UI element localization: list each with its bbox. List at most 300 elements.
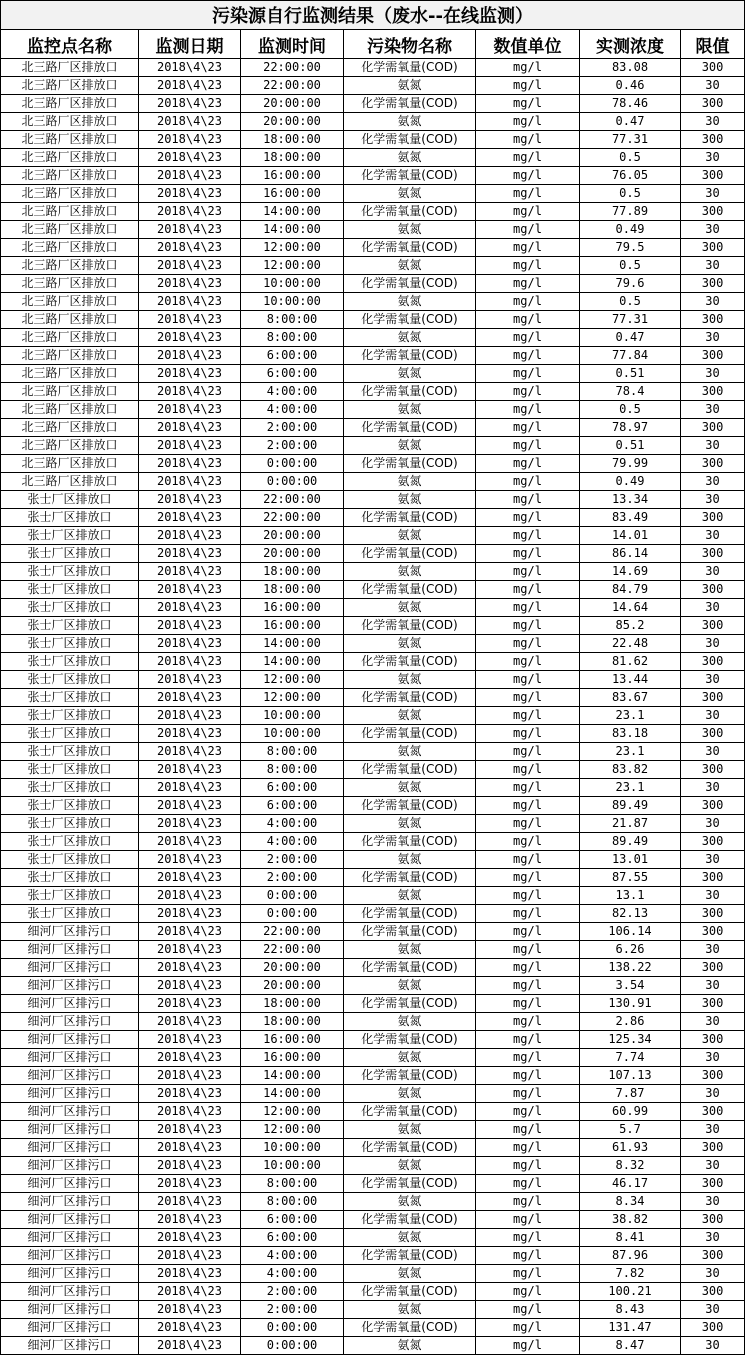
site-name-cell: 张士厂区排放口 — [1, 851, 139, 869]
table-row — [1, 545, 745, 563]
table-row — [1, 941, 745, 959]
pollutant-cell: 氨氮 — [344, 1121, 476, 1139]
site-name-cell: 北三路厂区排放口 — [1, 401, 139, 419]
pollutant-cell: 氨氮 — [344, 851, 476, 869]
time-cell: 2:00:00 — [241, 851, 344, 869]
time-cell: 22:00:00 — [241, 77, 344, 95]
concentration-cell: 78.4 — [580, 383, 681, 401]
time-cell: 12:00:00 — [241, 257, 344, 275]
limit-cell: 30 — [681, 1265, 745, 1283]
site-name-cell: 细河厂区排污口 — [1, 995, 139, 1013]
time-cell: 10:00:00 — [241, 275, 344, 293]
concentration-cell: 21.87 — [580, 815, 681, 833]
unit-cell: mg/l — [476, 689, 580, 707]
concentration-cell: 0.49 — [580, 221, 681, 239]
unit-cell: mg/l — [476, 419, 580, 437]
site-name-cell: 张士厂区排放口 — [1, 653, 139, 671]
unit-cell: mg/l — [476, 707, 580, 725]
limit-cell: 30 — [681, 851, 745, 869]
limit-cell: 300 — [681, 689, 745, 707]
date-cell: 2018\4\23 — [139, 275, 241, 293]
time-cell: 16:00:00 — [241, 167, 344, 185]
date-cell: 2018\4\23 — [139, 1337, 241, 1355]
limit-cell: 300 — [681, 797, 745, 815]
time-cell: 12:00:00 — [241, 689, 344, 707]
date-cell: 2018\4\23 — [139, 113, 241, 131]
date-cell: 2018\4\23 — [139, 1265, 241, 1283]
table-row — [1, 1013, 745, 1031]
site-name-cell: 细河厂区排污口 — [1, 1121, 139, 1139]
site-name-cell: 北三路厂区排放口 — [1, 473, 139, 491]
site-name-cell: 细河厂区排污口 — [1, 1103, 139, 1121]
date-cell: 2018\4\23 — [139, 725, 241, 743]
time-cell: 4:00:00 — [241, 1265, 344, 1283]
time-cell: 0:00:00 — [241, 887, 344, 905]
time-cell: 18:00:00 — [241, 581, 344, 599]
pollutant-cell: 氨氮 — [344, 113, 476, 131]
header-row — [1, 30, 745, 59]
pollutant-cell: 化学需氧量(COD) — [344, 545, 476, 563]
date-cell: 2018\4\23 — [139, 329, 241, 347]
time-cell: 2:00:00 — [241, 1301, 344, 1319]
date-cell: 2018\4\23 — [139, 869, 241, 887]
date-cell: 2018\4\23 — [139, 473, 241, 491]
concentration-cell: 83.67 — [580, 689, 681, 707]
pollutant-cell: 化学需氧量(COD) — [344, 761, 476, 779]
site-name-cell: 张士厂区排放口 — [1, 635, 139, 653]
pollutant-cell: 氨氮 — [344, 887, 476, 905]
limit-cell: 30 — [681, 743, 745, 761]
pollutant-cell: 氨氮 — [344, 1229, 476, 1247]
concentration-cell: 0.47 — [580, 329, 681, 347]
concentration-cell: 82.13 — [580, 905, 681, 923]
time-cell: 2:00:00 — [241, 869, 344, 887]
pollutant-cell: 氨氮 — [344, 1013, 476, 1031]
time-cell: 8:00:00 — [241, 743, 344, 761]
table-row — [1, 1247, 745, 1265]
date-cell: 2018\4\23 — [139, 833, 241, 851]
pollutant-cell: 氨氮 — [344, 815, 476, 833]
limit-cell: 30 — [681, 1049, 745, 1067]
pollutant-cell: 化学需氧量(COD) — [344, 59, 476, 77]
time-cell: 16:00:00 — [241, 185, 344, 203]
date-cell: 2018\4\23 — [139, 599, 241, 617]
site-name-cell: 北三路厂区排放口 — [1, 365, 139, 383]
table-row — [1, 365, 745, 383]
pollutant-cell: 化学需氧量(COD) — [344, 1031, 476, 1049]
date-cell: 2018\4\23 — [139, 419, 241, 437]
concentration-cell: 107.13 — [580, 1067, 681, 1085]
unit-cell: mg/l — [476, 1031, 580, 1049]
table-row — [1, 113, 745, 131]
unit-cell: mg/l — [476, 1067, 580, 1085]
date-cell: 2018\4\23 — [139, 185, 241, 203]
pollutant-cell: 化学需氧量(COD) — [344, 239, 476, 257]
unit-cell: mg/l — [476, 653, 580, 671]
date-cell: 2018\4\23 — [139, 581, 241, 599]
concentration-cell: 138.22 — [580, 959, 681, 977]
concentration-cell: 60.99 — [580, 1103, 681, 1121]
table-row — [1, 293, 745, 311]
pollutant-cell: 化学需氧量(COD) — [344, 419, 476, 437]
pollutant-cell: 化学需氧量(COD) — [344, 1319, 476, 1337]
pollutant-cell: 化学需氧量(COD) — [344, 347, 476, 365]
table-row — [1, 59, 745, 77]
pollutant-cell: 化学需氧量(COD) — [344, 275, 476, 293]
date-cell: 2018\4\23 — [139, 1121, 241, 1139]
concentration-cell: 0.5 — [580, 257, 681, 275]
table-row — [1, 1175, 745, 1193]
concentration-cell: 0.51 — [580, 437, 681, 455]
date-cell: 2018\4\23 — [139, 221, 241, 239]
date-cell: 2018\4\23 — [139, 509, 241, 527]
date-cell: 2018\4\23 — [139, 527, 241, 545]
table-row — [1, 689, 745, 707]
pollutant-cell: 氨氮 — [344, 221, 476, 239]
time-cell: 4:00:00 — [241, 815, 344, 833]
unit-cell: mg/l — [476, 869, 580, 887]
date-cell: 2018\4\23 — [139, 671, 241, 689]
date-cell: 2018\4\23 — [139, 1229, 241, 1247]
concentration-cell: 0.47 — [580, 113, 681, 131]
unit-cell: mg/l — [476, 1283, 580, 1301]
concentration-cell: 7.74 — [580, 1049, 681, 1067]
limit-cell: 30 — [681, 887, 745, 905]
concentration-cell: 22.48 — [580, 635, 681, 653]
date-cell: 2018\4\23 — [139, 905, 241, 923]
table-row — [1, 635, 745, 653]
date-cell: 2018\4\23 — [139, 383, 241, 401]
date-cell: 2018\4\23 — [139, 1085, 241, 1103]
site-name-cell: 细河厂区排污口 — [1, 977, 139, 995]
pollutant-cell: 化学需氧量(COD) — [344, 1067, 476, 1085]
concentration-cell: 0.46 — [580, 77, 681, 95]
table-row — [1, 437, 745, 455]
date-cell: 2018\4\23 — [139, 437, 241, 455]
date-cell: 2018\4\23 — [139, 1319, 241, 1337]
unit-cell: mg/l — [476, 185, 580, 203]
table-row — [1, 761, 745, 779]
unit-cell: mg/l — [476, 959, 580, 977]
site-name-cell: 张士厂区排放口 — [1, 671, 139, 689]
pollutant-cell: 化学需氧量(COD) — [344, 725, 476, 743]
pollutant-cell: 氨氮 — [344, 635, 476, 653]
concentration-cell: 77.84 — [580, 347, 681, 365]
time-cell: 16:00:00 — [241, 599, 344, 617]
unit-cell: mg/l — [476, 1301, 580, 1319]
unit-cell: mg/l — [476, 815, 580, 833]
limit-cell: 30 — [681, 365, 745, 383]
date-cell: 2018\4\23 — [139, 959, 241, 977]
site-name-cell: 北三路厂区排放口 — [1, 185, 139, 203]
concentration-cell: 87.96 — [580, 1247, 681, 1265]
time-cell: 18:00:00 — [241, 149, 344, 167]
limit-cell: 300 — [681, 1247, 745, 1265]
concentration-cell: 23.1 — [580, 779, 681, 797]
table-row — [1, 419, 745, 437]
site-name-cell: 北三路厂区排放口 — [1, 383, 139, 401]
concentration-cell: 61.93 — [580, 1139, 681, 1157]
site-name-cell: 北三路厂区排放口 — [1, 257, 139, 275]
concentration-cell: 23.1 — [580, 707, 681, 725]
table-row — [1, 527, 745, 545]
table-row — [1, 851, 745, 869]
concentration-cell: 77.31 — [580, 311, 681, 329]
time-cell: 2:00:00 — [241, 1283, 344, 1301]
pollutant-cell: 化学需氧量(COD) — [344, 311, 476, 329]
limit-cell: 30 — [681, 149, 745, 167]
concentration-cell: 89.49 — [580, 797, 681, 815]
date-cell: 2018\4\23 — [139, 1211, 241, 1229]
limit-cell: 300 — [681, 761, 745, 779]
pollutant-cell: 化学需氧量(COD) — [344, 455, 476, 473]
limit-cell: 30 — [681, 77, 745, 95]
site-name-cell: 北三路厂区排放口 — [1, 203, 139, 221]
site-name-cell: 张士厂区排放口 — [1, 743, 139, 761]
time-cell: 0:00:00 — [241, 455, 344, 473]
unit-cell: mg/l — [476, 779, 580, 797]
date-cell: 2018\4\23 — [139, 131, 241, 149]
site-name-cell: 张士厂区排放口 — [1, 725, 139, 743]
unit-cell: mg/l — [476, 887, 580, 905]
time-cell: 2:00:00 — [241, 437, 344, 455]
time-cell: 8:00:00 — [241, 329, 344, 347]
date-cell: 2018\4\23 — [139, 1193, 241, 1211]
site-name-cell: 张士厂区排放口 — [1, 905, 139, 923]
limit-cell: 30 — [681, 635, 745, 653]
unit-cell: mg/l — [476, 275, 580, 293]
concentration-cell: 0.51 — [580, 365, 681, 383]
time-cell: 6:00:00 — [241, 797, 344, 815]
time-cell: 22:00:00 — [241, 491, 344, 509]
concentration-cell: 7.82 — [580, 1265, 681, 1283]
time-cell: 16:00:00 — [241, 1049, 344, 1067]
pollutant-cell: 化学需氧量(COD) — [344, 1283, 476, 1301]
limit-cell: 300 — [681, 59, 745, 77]
date-cell: 2018\4\23 — [139, 1049, 241, 1067]
unit-cell: mg/l — [476, 1175, 580, 1193]
title-row — [1, 1, 745, 30]
pollutant-cell: 氨氮 — [344, 977, 476, 995]
table-row — [1, 779, 745, 797]
pollutant-cell: 化学需氧量(COD) — [344, 959, 476, 977]
site-name-cell: 北三路厂区排放口 — [1, 347, 139, 365]
site-name-cell: 北三路厂区排放口 — [1, 275, 139, 293]
limit-cell: 300 — [681, 1211, 745, 1229]
time-cell: 4:00:00 — [241, 833, 344, 851]
limit-cell: 30 — [681, 293, 745, 311]
site-name-cell: 北三路厂区排放口 — [1, 149, 139, 167]
pollutant-cell: 化学需氧量(COD) — [344, 797, 476, 815]
table-row — [1, 887, 745, 905]
limit-cell: 30 — [681, 221, 745, 239]
concentration-cell: 77.89 — [580, 203, 681, 221]
time-cell: 6:00:00 — [241, 365, 344, 383]
pollutant-cell: 化学需氧量(COD) — [344, 617, 476, 635]
table-row — [1, 455, 745, 473]
pollutant-cell: 氨氮 — [344, 293, 476, 311]
pollutant-cell: 氨氮 — [344, 707, 476, 725]
unit-cell: mg/l — [476, 1211, 580, 1229]
unit-cell: mg/l — [476, 113, 580, 131]
concentration-cell: 2.86 — [580, 1013, 681, 1031]
limit-cell: 30 — [681, 707, 745, 725]
date-cell: 2018\4\23 — [139, 59, 241, 77]
date-cell: 2018\4\23 — [139, 707, 241, 725]
limit-cell: 30 — [681, 329, 745, 347]
unit-cell: mg/l — [476, 1319, 580, 1337]
limit-cell: 300 — [681, 545, 745, 563]
limit-cell: 30 — [681, 185, 745, 203]
site-name-cell: 细河厂区排污口 — [1, 1229, 139, 1247]
time-cell: 12:00:00 — [241, 239, 344, 257]
concentration-cell: 14.69 — [580, 563, 681, 581]
date-cell: 2018\4\23 — [139, 401, 241, 419]
unit-cell: mg/l — [476, 743, 580, 761]
pollutant-cell: 化学需氧量(COD) — [344, 1139, 476, 1157]
limit-cell: 30 — [681, 1013, 745, 1031]
date-cell: 2018\4\23 — [139, 689, 241, 707]
unit-cell: mg/l — [476, 1229, 580, 1247]
table-row — [1, 923, 745, 941]
table-row — [1, 311, 745, 329]
unit-cell: mg/l — [476, 1121, 580, 1139]
time-cell: 4:00:00 — [241, 1247, 344, 1265]
limit-cell: 30 — [681, 599, 745, 617]
date-cell: 2018\4\23 — [139, 365, 241, 383]
pollutant-cell: 氨氮 — [344, 1337, 476, 1355]
table-row — [1, 185, 745, 203]
limit-cell: 300 — [681, 1283, 745, 1301]
date-cell: 2018\4\23 — [139, 995, 241, 1013]
site-name-cell: 北三路厂区排放口 — [1, 293, 139, 311]
unit-cell: mg/l — [476, 995, 580, 1013]
limit-cell: 300 — [681, 905, 745, 923]
pollutant-cell: 氨氮 — [344, 1085, 476, 1103]
date-cell: 2018\4\23 — [139, 1031, 241, 1049]
limit-cell: 30 — [681, 1121, 745, 1139]
site-name-cell: 细河厂区排污口 — [1, 941, 139, 959]
concentration-cell: 13.34 — [580, 491, 681, 509]
time-cell: 4:00:00 — [241, 383, 344, 401]
pollutant-cell: 氨氮 — [344, 1157, 476, 1175]
concentration-cell: 79.6 — [580, 275, 681, 293]
concentration-cell: 86.14 — [580, 545, 681, 563]
site-name-cell: 张士厂区排放口 — [1, 599, 139, 617]
site-name-cell: 细河厂区排污口 — [1, 1157, 139, 1175]
header-limit: 限值 — [681, 30, 745, 59]
date-cell: 2018\4\23 — [139, 743, 241, 761]
unit-cell: mg/l — [476, 851, 580, 869]
concentration-cell: 23.1 — [580, 743, 681, 761]
unit-cell: mg/l — [476, 203, 580, 221]
pollutant-cell: 氨氮 — [344, 365, 476, 383]
table-row — [1, 1301, 745, 1319]
table-row — [1, 167, 745, 185]
site-name-cell: 张士厂区排放口 — [1, 887, 139, 905]
pollutant-cell: 氨氮 — [344, 1265, 476, 1283]
site-name-cell: 张士厂区排放口 — [1, 707, 139, 725]
site-name-cell: 张士厂区排放口 — [1, 509, 139, 527]
unit-cell: mg/l — [476, 527, 580, 545]
pollutant-cell: 化学需氧量(COD) — [344, 833, 476, 851]
date-cell: 2018\4\23 — [139, 1013, 241, 1031]
limit-cell: 300 — [681, 419, 745, 437]
pollutant-cell: 化学需氧量(COD) — [344, 923, 476, 941]
limit-cell: 300 — [681, 1175, 745, 1193]
pollutant-cell: 化学需氧量(COD) — [344, 167, 476, 185]
pollutant-cell: 氨氮 — [344, 1049, 476, 1067]
concentration-cell: 83.82 — [580, 761, 681, 779]
site-name-cell: 细河厂区排污口 — [1, 1193, 139, 1211]
unit-cell: mg/l — [476, 1157, 580, 1175]
site-name-cell: 细河厂区排污口 — [1, 1265, 139, 1283]
site-name-cell: 张士厂区排放口 — [1, 797, 139, 815]
concentration-cell: 81.62 — [580, 653, 681, 671]
unit-cell: mg/l — [476, 833, 580, 851]
unit-cell: mg/l — [476, 95, 580, 113]
unit-cell: mg/l — [476, 77, 580, 95]
concentration-cell: 79.5 — [580, 239, 681, 257]
table-row — [1, 77, 745, 95]
table-row — [1, 1139, 745, 1157]
table-row — [1, 1121, 745, 1139]
table-row — [1, 1319, 745, 1337]
time-cell: 6:00:00 — [241, 1229, 344, 1247]
pollutant-cell: 化学需氧量(COD) — [344, 1103, 476, 1121]
site-name-cell: 张士厂区排放口 — [1, 815, 139, 833]
header-measured-concentration: 实测浓度 — [580, 30, 681, 59]
table-row — [1, 599, 745, 617]
unit-cell: mg/l — [476, 599, 580, 617]
site-name-cell: 细河厂区排污口 — [1, 1067, 139, 1085]
time-cell: 14:00:00 — [241, 221, 344, 239]
pollutant-cell: 化学需氧量(COD) — [344, 905, 476, 923]
limit-cell: 30 — [681, 1193, 745, 1211]
table-row — [1, 1067, 745, 1085]
pollutant-cell: 化学需氧量(COD) — [344, 131, 476, 149]
unit-cell: mg/l — [476, 257, 580, 275]
site-name-cell: 细河厂区排污口 — [1, 923, 139, 941]
limit-cell: 300 — [681, 725, 745, 743]
table-row — [1, 203, 745, 221]
limit-cell: 30 — [681, 563, 745, 581]
pollutant-cell: 氨氮 — [344, 77, 476, 95]
pollutant-cell: 氨氮 — [344, 1193, 476, 1211]
site-name-cell: 张士厂区排放口 — [1, 833, 139, 851]
time-cell: 8:00:00 — [241, 761, 344, 779]
pollutant-cell: 化学需氧量(COD) — [344, 1175, 476, 1193]
date-cell: 2018\4\23 — [139, 491, 241, 509]
date-cell: 2018\4\23 — [139, 635, 241, 653]
unit-cell: mg/l — [476, 455, 580, 473]
unit-cell: mg/l — [476, 1337, 580, 1355]
time-cell: 0:00:00 — [241, 1319, 344, 1337]
time-cell: 10:00:00 — [241, 1139, 344, 1157]
date-cell: 2018\4\23 — [139, 545, 241, 563]
table-row — [1, 1103, 745, 1121]
time-cell: 10:00:00 — [241, 725, 344, 743]
date-cell: 2018\4\23 — [139, 1247, 241, 1265]
date-cell: 2018\4\23 — [139, 617, 241, 635]
unit-cell: mg/l — [476, 563, 580, 581]
pollutant-cell: 氨氮 — [344, 941, 476, 959]
time-cell: 0:00:00 — [241, 1337, 344, 1355]
table-body — [1, 59, 745, 1355]
pollutant-cell: 化学需氧量(COD) — [344, 689, 476, 707]
limit-cell: 300 — [681, 833, 745, 851]
concentration-cell: 8.43 — [580, 1301, 681, 1319]
